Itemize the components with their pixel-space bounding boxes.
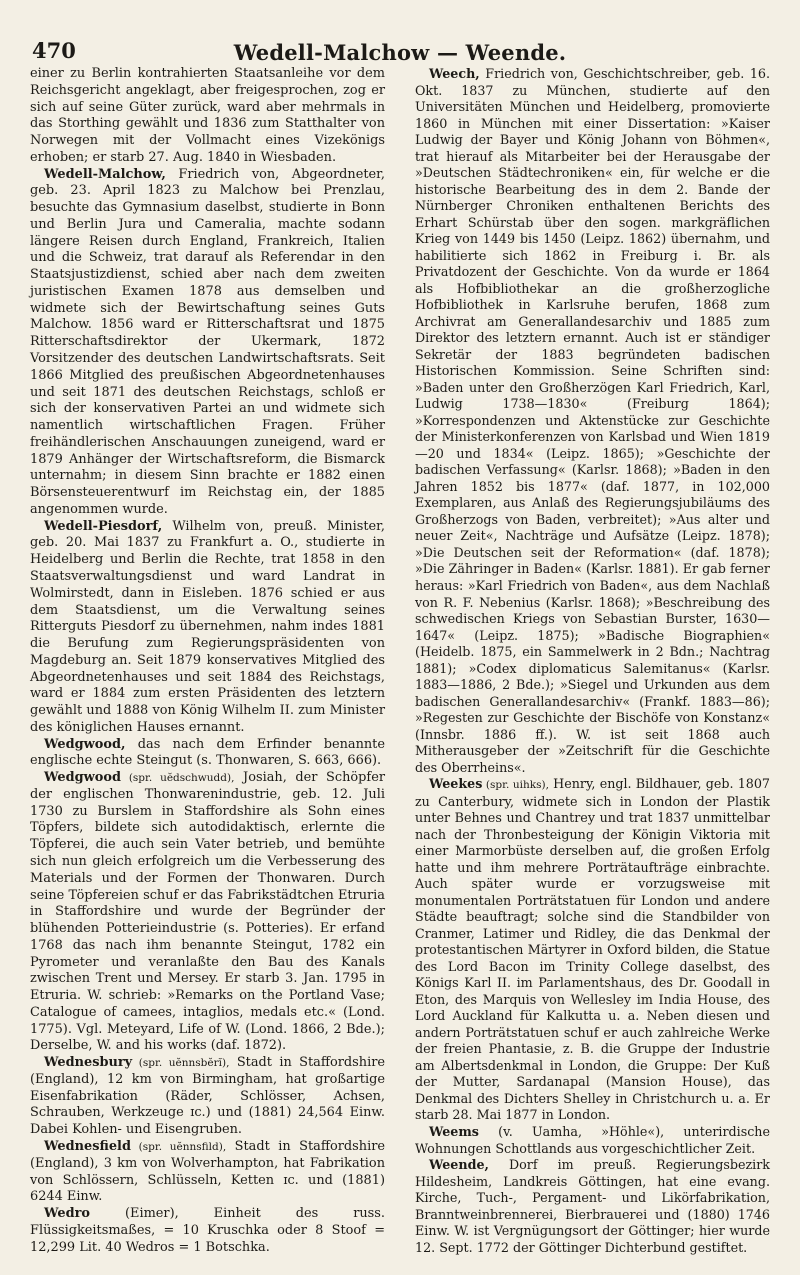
entry-weems (415, 1124, 770, 1157)
entry-weekes (415, 776, 770, 1124)
entry-headword: Weems (429, 1124, 479, 1139)
entry-headword: Weekes (429, 776, 483, 792)
entry-wednesfield (30, 1139, 385, 1206)
left-column (30, 66, 385, 1265)
text-columns (30, 66, 770, 1265)
entry-wedell-piesdorf (30, 519, 385, 737)
entry-text: Wilhelm von, preuß. Minister, geb. 20. Mai 1837 zu Frankfurt a. O., studierte in Heidelberg und Berlin die Rechte, trat 1858 in den Staatsverwaltungsdienst und ward Landrat in Wolmirstedt, dann in Eisleben. 1876 schied er aus dem Staatsdienst, um die Verwaltung seines Ritterguts Piesdorf zu übernehmen, nahm indes 1881 die Berufung zum Regierungspräsidenten von Magdeburg an. Seit 1879 konservatives Mitglied des Abgeordnetenhauses und seit 1884 des Reichstags, ward er 1884 zum ersten Präsidenten des letztern gewählt und 1888 von König Wilhelm II. zum Minister des königlichen Hauses ernannt. (30, 518, 385, 735)
entry-wedgwood-ware (30, 737, 385, 771)
entry-wedell-malchow (30, 167, 385, 519)
entry-text: Friedrich von, Abgeordneter, geb. 23. April 1823 zu Malchow bei Prenzlau, besuchte das Gymnasium daselbst, studierte in Bonn und Berlin Jura und Cameralia, machte sodann längere Reisen durch England, Frankreich, Italien und die Schweiz, trat darauf als Referendar in den Staatsjustizdienst, schied aber nach dem zweiten juristischen Examen 1878 aus demselben und widmete sich der Bewirtschaftung seines Guts Malchow. 1856 ward er Ritterschaftsrat und 1875 Ritterschaftsdirektor der Ukermark, 1872 Vorsitzender des deutschen Landwirtschaftsrats. Seit 1866 Mitglied des preußischen Abgeordnetenhauses und seit 1871 des deutschen Reichstags, schloß er sich der konservativen Partei an und widmete sich namentlich wirtschaftlichen Fragen. Früher freihändlerischen Anschauungen zuneigend, ward er 1879 Anhänger der Wirtschaftsreform, die Bismarck unternahm; in diesem Sinn brachte er 1882 einen Börsensteuerentwurf im Reichstag ein, der 1885 angenommen wurde. (30, 166, 385, 517)
entry-pronunciation: (spr. uĕdschwudd), (120, 772, 235, 785)
entry-pronunciation: (spr. uĕnnsbĕrĭ), (132, 1057, 230, 1070)
entry-wedro (30, 1206, 385, 1256)
entry-pronunciation: (spr. uĕnnsfild), (130, 1141, 227, 1153)
entry-weende (415, 1157, 770, 1256)
entry-text: Stadt in Staffordshire (England), 12 km von Birmingham, hat großartige Eisenfabrikation (Räder, Schlösser, Achsen, Schrauben, Werkzeuge ɪc.) und (1881) 24,564 Einw. Dabei Kohlen- und Eisengruben. (30, 1055, 385, 1138)
entry-headword: Wedell-Piesdorf, (44, 518, 163, 534)
entry-headword: Wedgwood, (44, 736, 126, 752)
right-column (415, 66, 770, 1265)
entry-headword: Wedell-Malchow, (44, 166, 166, 182)
entry-headword: Weende, (429, 1157, 489, 1173)
entry-pronunciation: (spr. uihks), (482, 779, 549, 792)
entry-text: Stadt in Staffordshire (England), 3 km von Wolverhampton, hat Fabrikation von Schlössern, Schlüsseln, Ketten ɪc. und (1881) 6244 Einw. (30, 1139, 385, 1205)
page-header (30, 28, 770, 65)
entry-text: (v. Uamha, »Höhle«), unterirdische Wohnungen Schottlands aus vorgeschichtlicher Zeit. (415, 1124, 770, 1156)
entry-headword: Wedgwood (44, 770, 121, 786)
entry-headword: Wednesfield (44, 1139, 131, 1154)
running-head: Wedell-Malchow — Weende. (233, 40, 567, 65)
entry-text: das nach dem Erfinder benannte englische echte Steingut (s. Thonwaren, S. 663, 666). (30, 736, 385, 769)
entry-wedgwood-josiah (30, 770, 385, 1055)
entry-headword: Wedro (44, 1206, 91, 1222)
entry-wednesbury (30, 1055, 385, 1139)
entry-headword: Weech, (429, 66, 480, 81)
entry-weech (415, 66, 770, 776)
entry-text: (Eimer), Einheit des russ. Flüssigkeitsmaßes, = 10 Kruschka oder 8 Stoof = 12,299 Lit. 40 Wedros = 1 Botschka. (30, 1206, 385, 1255)
entry-continuation: einer zu Berlin kontrahierten Staatsanleihe vor dem Reichsgericht angeklagt, aber freigesprochen, zog er sich auf seine Güter zurück, ward aber mehrmals in das Storthing gewählt und 1836 zum Statthalter von Norwegen mit der Vollmacht eines Vizekönigs erhoben; er starb 27. Aug. 1840 in Wiesbaden. (30, 66, 385, 165)
entry-text: Josiah, der Schöpfer der englischen Thonwarenindustrie, geb. 12. Juli 1730 zu Burslem in Staffordshire als Sohn eines Töpfers, bildete sich autodidaktisch, erlernte die Töpferei, die auch sein Vater betrieb, und bemühte sich nun gleich erfolgreich um die Verbesserung des Materials und der Formen der Thonwaren. Durch seine Töpfereien schuf er das Fabrikstädtchen Etruria in Staffordshire und wurde der Begründer der blühenden Potterieindustrie (s. Potteries). Er erfand 1768 das nach ihm benannte Steingut, 1782 ein Pyrometer und veranlaßte den Bau des Kanals zwischen Trent und Mersey. Er starb 3. Jan. 1795 in Etruria. W. schrieb: »Remarks on the Portland Vase; Catalogue of camees, intaglios, medals etc.« (Lond. 1775). Vgl. Meteyard, Life of W. (Lond. 1866, 2 Bde.); Derselbe, W. and his works (daf. 1872). (30, 770, 385, 1054)
entry-headword: Wednesbury (44, 1055, 133, 1071)
entry-text: Dorf im preuß. Regierungsbezirk Hildesheim, Landkreis Göttingen, hat eine evang. Kirche, Tuch-, Pergament- und Likörfabrikation, Branntweinbrennerei, Bierbrauerei und (1880) 1746 Einw. W. ist Vergnügungsort der Göttinger; hier wurde 12. Sept. 1772 der Göttinger Dichterbund gestiftet. (415, 1157, 770, 1255)
page-number: 470 (32, 38, 76, 63)
entry-text: Henry, engl. Bildhauer, geb. 1807 zu Canterbury, widmete sich in London der Plastik unter Behnes und Chantrey und trat 1837 unmittelbar nach der Thronbesteigung der Königin Viktoria mit einer Marmorbüste derselben auf, die großen Erfolg hatte und ihm mehrere Porträtaufträge einbrachte. Auch später wurde er vorzugsweise mit monumentalen Porträtstatuen für London und andere Städte beauftragt; solche sind die Standbilder von Cranmer, Latimer und Ridley, die das Denkmal der protestantischen Märtyrer in Oxford bilden, die Statue des Lord Bacon im Trinity College daselbst, des Königs Karl II. im Parlamentshaus, des Dr. Goodall in Eton, des Marquis von Wellesley im India House, des Lord Auckland für Kalkutta u. a. Neben diesen und andern Porträtstatuen schuf er auch zahlreiche Werke der freien Phantasie, z. B. die Gruppe der Industrie am Albertsdenkmal in London, die Gruppe: Der Kuß der Mutter, Sardanapal (Mansion House), das Denkmal des Dichters Shelley in Christchurch u. a. Er starb 28. Mai 1877 in London. (415, 776, 771, 1123)
entry-text: Friedrich von, Geschichtschreiber, geb. 16. Okt. 1837 zu München, studierte auf den Universitäten München und Heidelberg, promovierte 1860 in München mit einer Dissertation: »Kaiser Ludwig der Bayer und König Johann von Böhmen«, trat hierauf als Mitarbeiter bei der Herausgabe der »Deutschen Städtechroniken« ein, für welche er die historische Bearbeitung des in dem 2. Bande der Nürnberger Chroniken enthaltenen Berichts des Erhart Schürstab über den sogen. markgräflichen Krieg von 1449 bis 1450 (Leipz. 1862) übernahm, und habilitierte sich 1862 in Freiburg i. Br. als Privatdozent der Geschichte. Von da wurde er 1864 als Hofbibliothekar an die großherzogliche Hofbibliothek in Karlsruhe berufen, 1868 zum Archivrat am Generallandesarchiv und 1885 zum Direktor des letztern ernannt. Auch ist er ständiger Sekretär der 1883 begründeten badischen Historischen Kommission. Seine Schriften sind: »Baden unter den Großherzögen Karl Friedrich, Karl, Ludwig 1738—1830« (Freiburg 1864); »Korrespondenzen und Aktenstücke zur Geschichte der Ministerkonferenzen von Karlsbad und Wien 1819—20 und 1834« (Leipz. 1865); »Geschichte der badischen Verfassung« (Karlsr. 1868); »Baden in den Jahren 1852 bis 1877« (daf. 1877, in 102,000 Exemplaren, aus Anlaß des Regierungsjubiläums des Großherzogs von Baden, verbreitet); »Aus alter und neuer Zeit«, Nachträge und Aufsätze (Leipz. 1878); »Die Deutschen seit der Reformation« (daf. 1878); »Die Zähringer in Baden« (Karlsr. 1881). Er gab ferner heraus: »Karl Friedrich von Baden«, aus dem Nachlaß von R. F. Nebenius (Karlsr. 1868); »Beschreibung des schwedischen Kriegs von Sebastian Burster, 1630—1647« (Leipz. 1875); »Badische Biographien« (Heidelb. 1875, ein Sammelwerk in 2 Bdn.; Nachtrag 1881); »Codex diplomaticus Salemitanus« (Karlsr. 1883—1886, 2 Bde.); »Siegel und Urkunden aus dem badischen Generallandesarchiv« (Frankf. 1883—86); »Regesten zur Geschichte der Bischöfe von Konstanz« (Innsbr. 1886 ff.). W. ist seit 1868 auch Mitherausgeber der »Zeitschrift für die Geschichte des Oberrheins«. (415, 66, 770, 775)
